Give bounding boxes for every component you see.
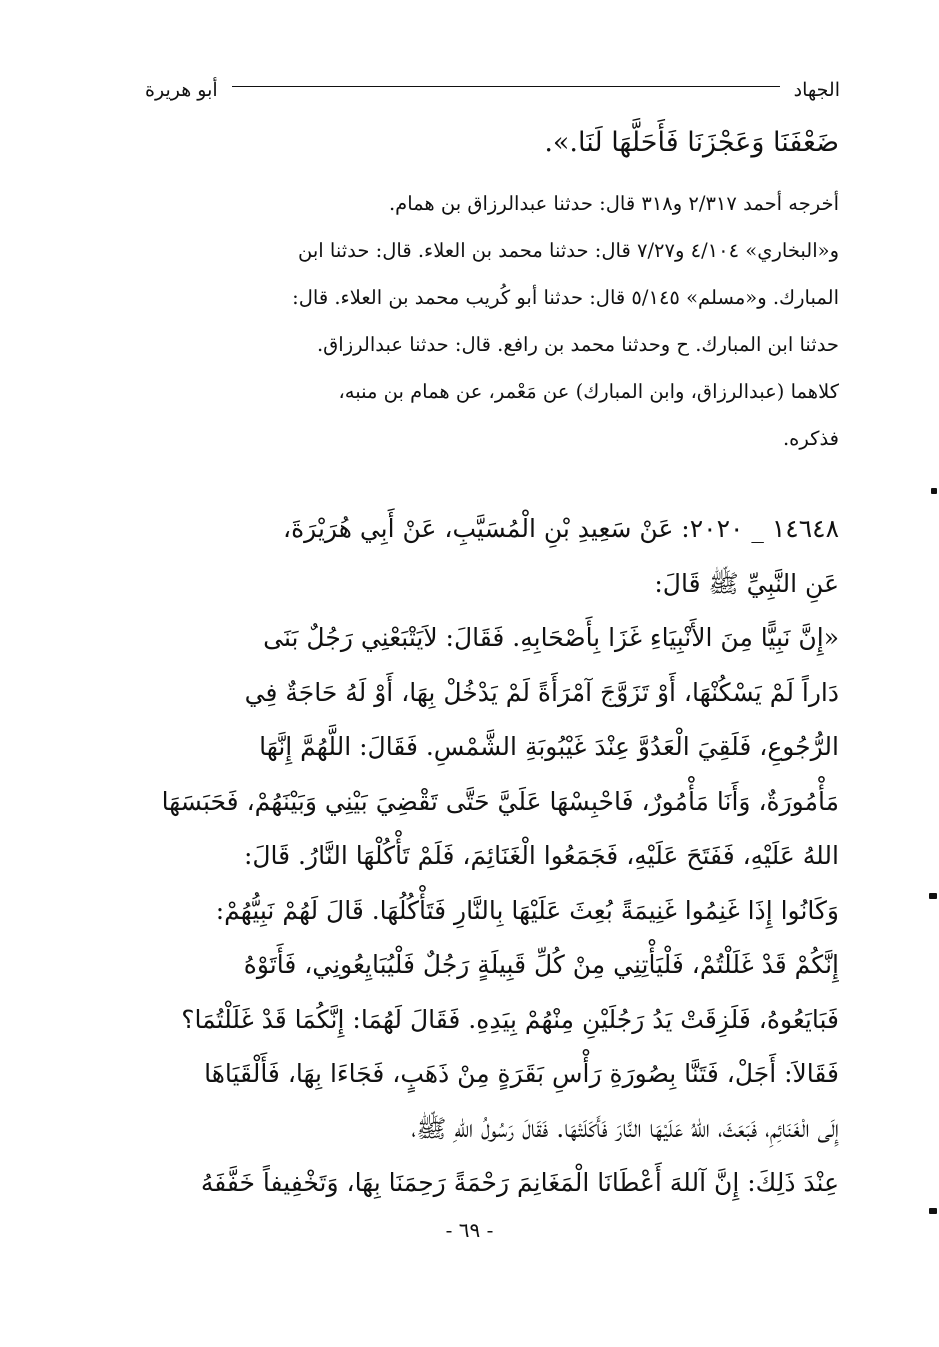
- carryover-text: [139, 118, 839, 168]
- takhrij-line: المبارك. و«مسلم» ٥/١٤٥ قال: حدثنا أبو كُريب محمد بن العلاء. قال:: [292, 286, 839, 309]
- carryover-line: ضَعْفَنَا وَعَجْزَنَا فَأَحَلَّهَا لَنَا.».: [544, 127, 839, 158]
- hadith-line: إِنَّكُمْ قَدْ غَلَلْتُمْ، فَلْيَأْتِنِي مِنْ كُلِّ قَبِيلَةٍ رَجُلٌ فَلْيُبَايِعُونِي، فَأَتَوْهُ: [243, 950, 839, 979]
- header-rule: [232, 86, 780, 87]
- running-header: [145, 70, 840, 110]
- takhrij-line: فذكره.: [782, 427, 839, 450]
- narrator-title: أبو هريرة: [145, 79, 218, 101]
- hadith-line: وَكَانُوا إِذَا غَنِمُوا غَنِيمَةً بُعِثَ عَلَيْهَا بِالنَّارِ فَتَأْكُلُهَا. قَالَ لَهُمْ نَبِيُّهُمْ:: [215, 895, 839, 925]
- hadith-line: اللهُ عَلَيْهِ، فَفَتَحَ عَلَيْهِ، فَجَمَعُوا الْغَنَائِمَ، فَلَمْ تَأْكُلْهَا النَّارُ. قَالَ:: [243, 841, 839, 870]
- hadith-section: [139, 502, 839, 1211]
- hadith-line: إِلَى الْغَنَائِمِ، فَبَعَثَ، اللهُ عَلَيْهَا النَّارَ فَأَكَلَتْهَا. فَقَالَ رَسُولُ اللهِ ﷺ،: [411, 1113, 839, 1143]
- hadith-line: فَبَايَعُوهُ، فَلَزِقَتْ يَدُ رَجُلَيْنِ مِنْهُمْ بِيَدِهِ. فَقَالَ لَهُمَا: إِنَّكُمَا قَدْ غَلَلْتُمَا؟: [181, 1004, 839, 1034]
- scan-edge-mark: [929, 1208, 937, 1214]
- hadith-line: مَأْمُورَةٌ، وَأَنَا مَأْمُورٌ، فَاحْبِسْهَا عَلَيَّ حَتَّى تَقْضِيَ بَيْنِي وَبَيْنَهُمْ، فَحَبَسَهَا: [161, 786, 839, 816]
- page-number: - ٦٩ -: [445, 1218, 494, 1242]
- takhrij-line: كلاهما (عبدالرزاق، وابن المبارك) عن مَعْمر، عن همام بن منبه،: [338, 380, 839, 403]
- takhrij-line: أخرجه أحمد ٢/٣١٧ و٣١٨ قال: حدثنا عبدالرزاق بن همام.: [388, 192, 839, 215]
- hadith-heading-line: ١٤٦٤٨ _ ٢٠٢٠: عَنْ سَعِيدِ بْنِ الْمُسَيَّبِ، عَنْ أَبِي هُرَيْرَةَ،: [283, 514, 839, 543]
- takhrij-line: حدثنا ابن المبارك. ح وحدثنا محمد بن رافع. قال: حدثنا عبدالرزاق.: [316, 333, 839, 356]
- hadith-line: «إِنَّ نَبِيًّا مِنَ الأَنْبِيَاءِ غَزَا بِأَصْحَابِهِ. فَقَالَ: لاَيَتْبَعْنِي رَجُلٌ بَنَى: [263, 623, 839, 652]
- hadith-line: عِنْدَ ذَلِكَ: إِنَّ آللهَ أَعْطَانَا الْمَغَانِمَ رَحْمَةً رَحِمَنَا بِهَا، وَتَخْفِيفاً خَفَّفَهُ: [200, 1168, 839, 1197]
- hadith-line: الرُّجُوعِ، فَلَقِيَ الْعَدُوَّ عِنْدَ غَيْبُوبَةِ الشَّمْسِ. فَقَالَ: اللَّهُمَّ إِنَّهَا: [259, 732, 839, 761]
- scan-edge-mark: [929, 893, 937, 899]
- takhrij-line: و«البخاري» ٤/١٠٤ و٧/٢٧ قال: حدثنا محمد بن العلاء. قال: حدثنا ابن: [298, 239, 839, 262]
- hadith-line: فَقَالاَ: أَجَلْ، فَتَنَّا بِصُورَةِ رَأْسِ بَقَرَةٍ مِنْ ذَهَبٍ، فَجَاءَا بِهَا، فَأَلْقَيَاهَا: [204, 1059, 839, 1088]
- hadith-line: دَاراً لَمْ يَسْكُنْهَا، أَوْ تَزَوَّجَ آمْرَأَةً لَمْ يَدْخُلْ بِهَا، أَوْ لَهُ حَاجَةٌ فِي: [244, 677, 839, 707]
- chapter-title: الجهاد: [793, 79, 840, 101]
- takhrij-section: [139, 180, 839, 462]
- hadith-line: عَنِ النَّبِيِّ ﷺ قَالَ:: [654, 568, 839, 598]
- scan-edge-mark: [931, 488, 937, 494]
